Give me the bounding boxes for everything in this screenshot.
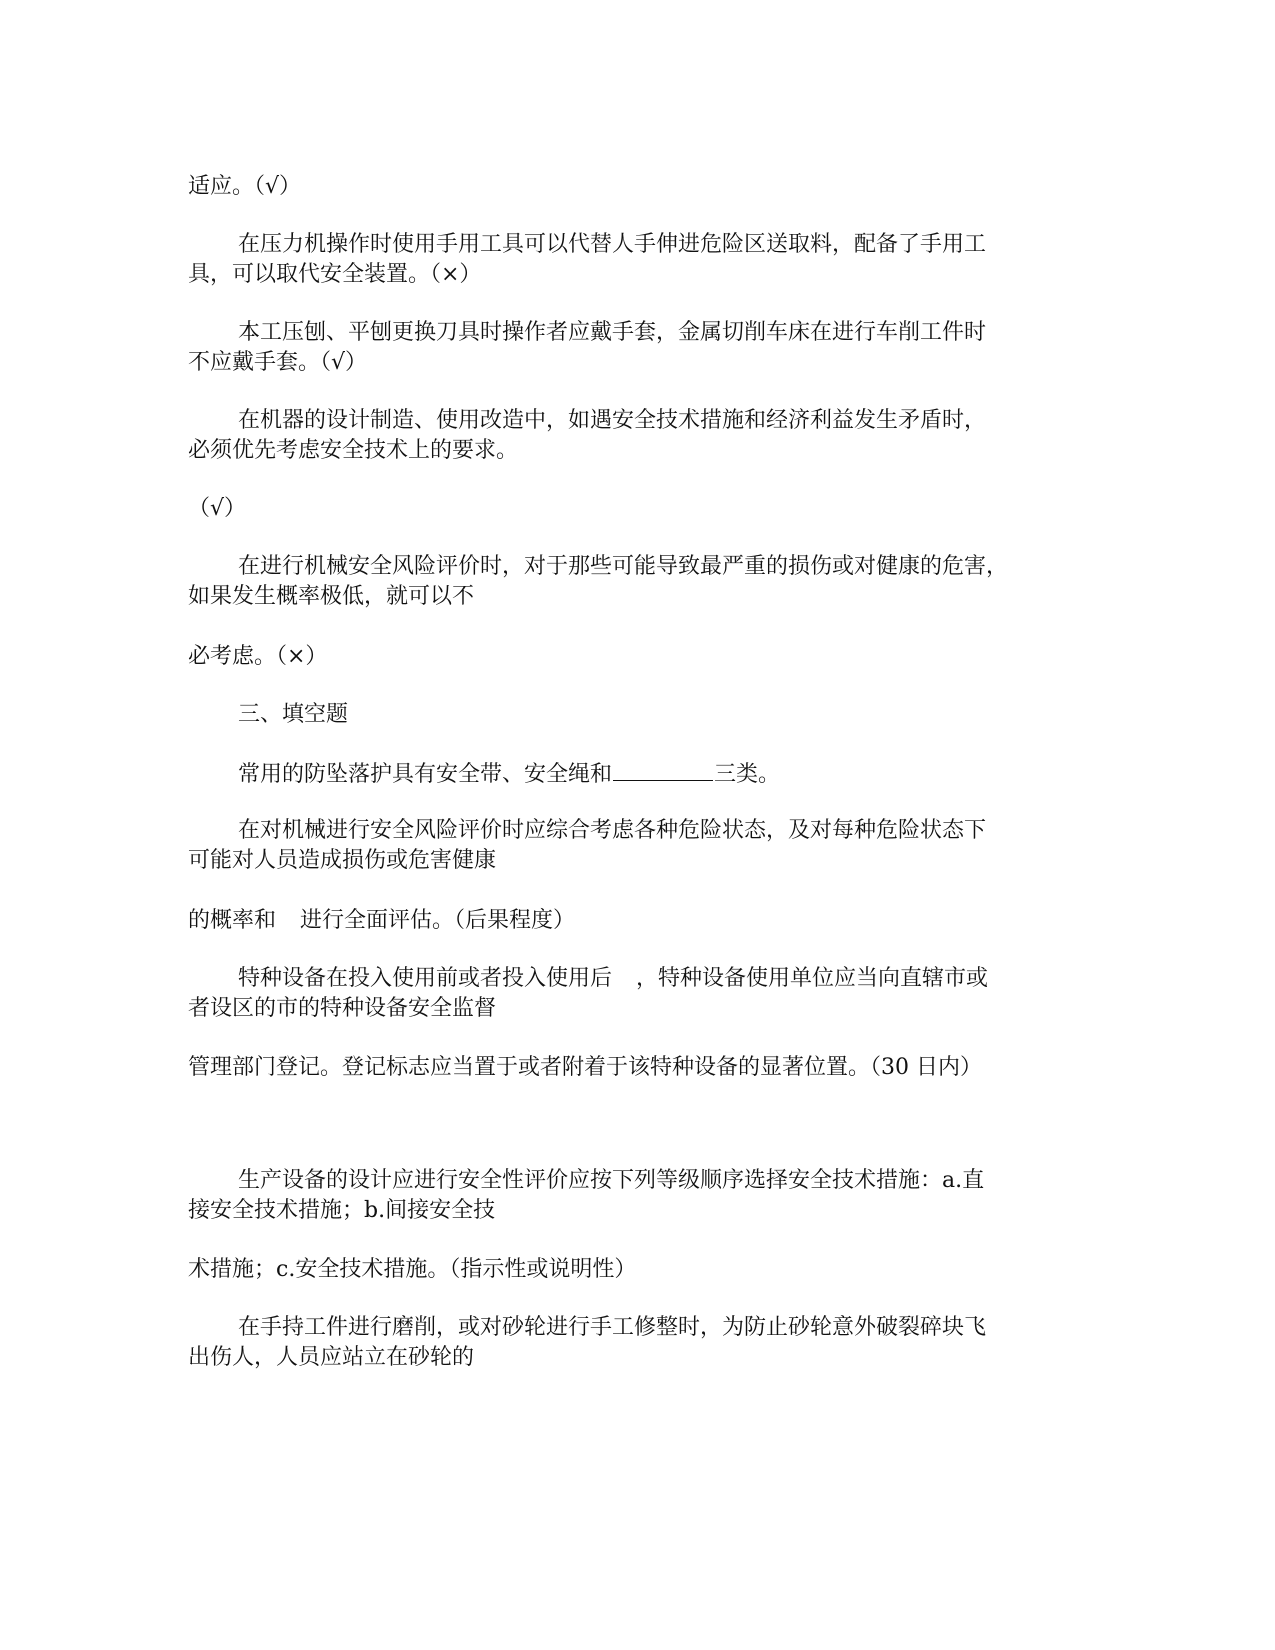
- text-line: 具，可以取代安全装置。（×）: [188, 262, 482, 287]
- text-segment: 常用的防坠落护具有安全带、安全绳和: [238, 762, 613, 787]
- text-line: 适应。（√）: [188, 174, 302, 199]
- text-line: 出伤人，人员应站立在砂轮的: [188, 1345, 475, 1370]
- text-segment: 特种设备在投入使用前或者投入使用后: [238, 966, 613, 991]
- text-line: [188, 906, 1088, 936]
- text-line: 必考虑。（×）: [188, 644, 328, 669]
- text-line: 不应戴手套。（√）: [188, 350, 368, 375]
- text-segment: ，特种设备使用单位应当向直辖市或: [636, 966, 989, 991]
- text-segment: 三类。: [714, 762, 781, 787]
- fill-in-blank: [613, 758, 713, 781]
- text-segment: 进行全面评估。（后果程度）: [300, 908, 576, 933]
- text-line: 如果发生概率极低，就可以不: [188, 584, 475, 609]
- section-heading: 三、填空题: [238, 702, 349, 727]
- text-line: 在手持工件进行磨削，或对砂轮进行手工修整时，为防止砂轮意外破裂碎块飞: [238, 1315, 987, 1340]
- text-segment: 的概率和: [188, 908, 277, 933]
- text-line: 在机器的设计制造、使用改造中，如遇安全技术措施和经济利益发生矛盾时，: [238, 408, 987, 433]
- text-line: 必须优先考虑安全技术上的要求。: [188, 438, 519, 463]
- text-line: 术措施；c.安全技术措施。（指示性或说明性）: [188, 1257, 637, 1282]
- text-line: 在压力机操作时使用手用工具可以代替人手伸进危险区送取料，配备了手用工: [238, 232, 987, 257]
- text-line: 者设区的市的特种设备安全监督: [188, 996, 497, 1021]
- text-line: 生产设备的设计应进行安全性评价应按下列等级顺序选择安全技术措施：a.直: [238, 1168, 985, 1193]
- text-line: 在对机械进行安全风险评价时应综合考虑各种危险状态，及对每种危险状态下: [238, 818, 987, 843]
- text-line: [238, 758, 1088, 790]
- text-line: [238, 964, 1088, 994]
- text-line: 接安全技术措施；b.间接安全技: [188, 1198, 496, 1223]
- text-line: 本工压刨、平刨更换刀具时操作者应戴手套，金属切削车床在进行车削工件时: [238, 320, 987, 345]
- text-line: 管理部门登记。登记标志应当置于或者附着于该特种设备的显著位置。（30 日内）: [188, 1055, 982, 1080]
- text-line: 可能对人员造成损伤或危害健康: [188, 848, 497, 873]
- text-line: （√）: [188, 496, 247, 521]
- text-line: 在进行机械安全风险评价时，对于那些可能导致最严重的损伤或对健康的危害，: [238, 554, 1009, 579]
